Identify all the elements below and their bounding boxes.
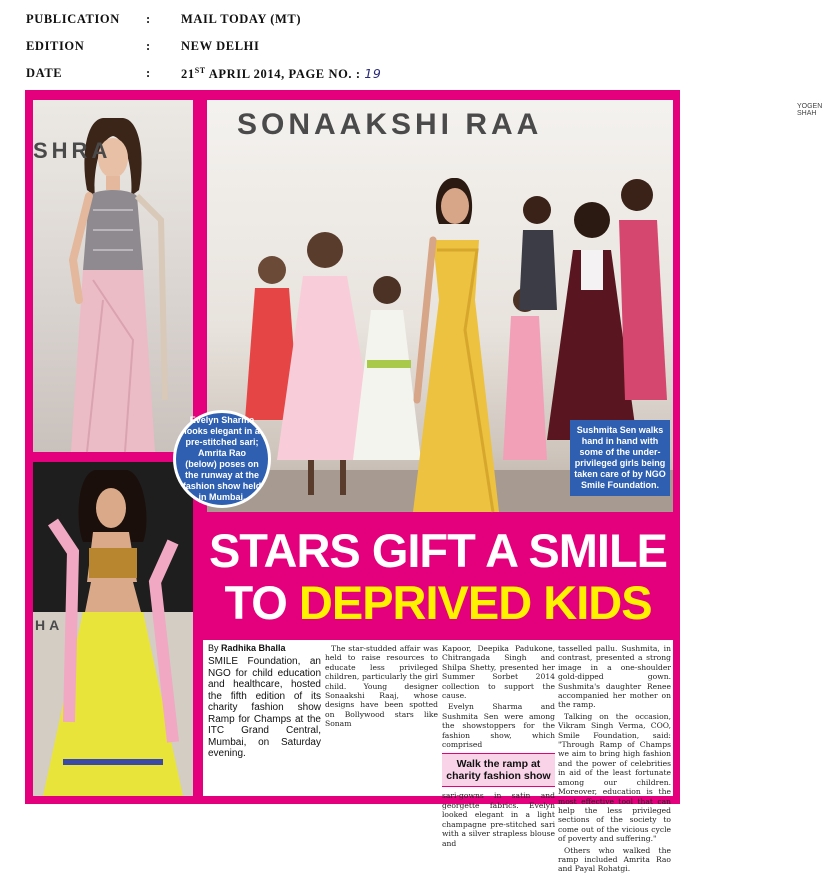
headline-line-1: STARS GIFT A SMILE	[208, 524, 668, 577]
photo-credit: YOGEN SHAH	[797, 103, 822, 117]
edition-row	[26, 39, 260, 54]
photo-amrita-rao	[33, 462, 193, 796]
date-day: 21	[181, 67, 195, 82]
article-paragraph: tasselled pallu. Sushmita, in contrast, presented a strong image in a one-shoulder gold-dipped gown. Sushmita's daughter Renee accompanied her mother on the ramp.	[558, 644, 671, 710]
publication-label: PUBLICATION	[26, 12, 120, 26]
caption-evelyn-amrita	[173, 410, 271, 508]
date-rest: APRIL 2014, PAGE NO. :	[208, 67, 361, 82]
article-paragraph: Talking on the occasion, Vikram Singh Verma, COO, Smile Foundation, said: "Through Ramp of Champs we aim to bring high fashion and the power of celebrities in aid of the least fortunate among our children. Moreover, education is the most effective tool that can help the less privileged sections of the society to come out of the vicious cycle of poverty and suffering."	[558, 711, 671, 844]
byline-name: Radhika Bhalla	[221, 643, 286, 653]
date-value	[181, 66, 381, 82]
date-suffix: ST	[194, 66, 206, 75]
news-clipping	[25, 90, 822, 874]
headline-deprived-kids: DEPRIVED KIDS	[298, 576, 652, 629]
article-column-2	[325, 644, 438, 731]
byline-prefix: By	[208, 643, 219, 653]
caption-left-text: Evelyn Sharma looks elegant in a pre-stitched sari; Amrita Rao (below) poses on the runway at the fashion show held in Mumbai.	[182, 415, 262, 502]
photo-evelyn-sharma	[33, 100, 193, 452]
headline-to: TO	[224, 576, 287, 629]
publication-row	[26, 12, 302, 27]
edition-value: NEW DELHI	[181, 39, 260, 53]
edition-label: EDITION	[26, 39, 85, 53]
date-row	[26, 66, 382, 82]
byline	[208, 644, 321, 653]
page-number: 19	[364, 66, 382, 82]
article-paragraph: sari-gowns in satin and georgette fabrics. Evelyn looked elegant in a light champagne pre-stitched sari with a silver strapless blouse and	[442, 791, 555, 848]
headline-line-2	[203, 578, 673, 628]
article-paragraph: Evelyn Sharma and Sushmita Sen were among the showstoppers for the fashion show, which comprised	[442, 702, 555, 750]
article-column-1	[208, 644, 321, 762]
colon: :	[146, 66, 151, 80]
backdrop-sign-bottom: HA	[35, 617, 64, 633]
backdrop-sign-main: SONAAKSHI RAA	[237, 108, 543, 141]
article-column-4	[558, 644, 671, 876]
colon: :	[146, 12, 151, 26]
publication-value: MAIL TODAY (MT)	[181, 12, 302, 26]
article-lead: SMILE Foundation, an NGO for child education and healthcare, hosted the fifth edition of its charity fashion show Ramp for Champs at the ITC Grand Central, Mumbai, on Saturday evening.	[208, 656, 321, 760]
article-paragraph: The star-studded affair was held to raise resources to educate less privileged children, particularly the girl child. Young designer Sonaakshi Raaj, whose designs have been spotted on Bollywood stars like Sonam	[325, 644, 438, 729]
article-column-3	[442, 644, 555, 850]
colon: :	[146, 39, 151, 53]
date-label: DATE	[26, 66, 63, 80]
headline	[203, 522, 673, 638]
article-paragraph: Kapoor, Deepika Padukone, Chitrangada Singh and Shilpa Shetty, presented her Summer Sorbet 2014 collection to support the cause.	[442, 644, 555, 701]
article-paragraph: Others who walked the ramp included Amrita Rao and Payal Rohatgi.	[558, 845, 671, 874]
caption-right-text: Sushmita Sen walks hand in hand with some of the under-privileged girls being taken care of by NGO Smile Foundation.	[574, 425, 666, 490]
article-subhead: Walk the ramp at charity fashion show	[442, 753, 555, 787]
caption-sushmita	[570, 420, 670, 496]
backdrop-sign-left: SHRA	[33, 138, 112, 163]
article-body	[203, 640, 673, 874]
